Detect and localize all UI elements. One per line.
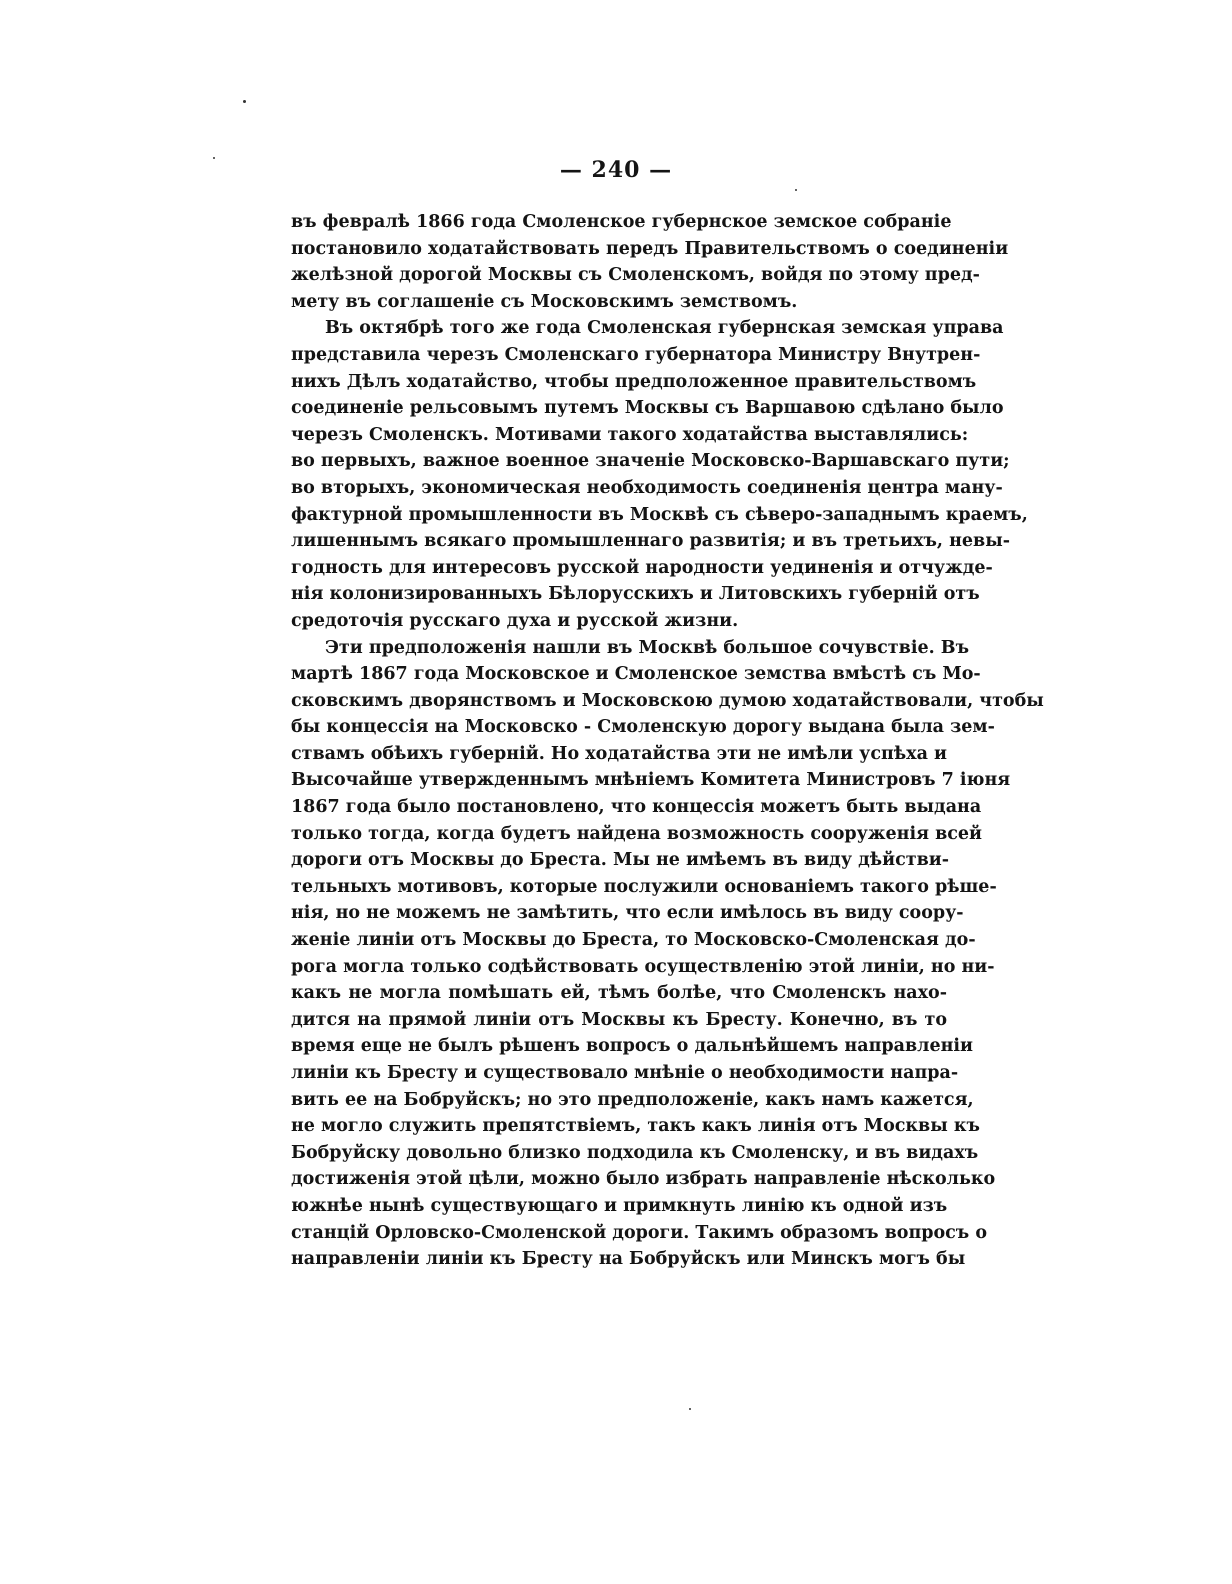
text-line: только тогда, когда будетъ найдена возможность сооруженія всей [291,823,983,844]
text-line: тельныхъ мотивовъ, которые послужили основаніемъ такого рѣше- [291,876,997,897]
text-line: достиженія этой цѣли, можно было избрать направленіе нѣсколько [291,1169,996,1190]
text-line: время еще не былъ рѣшенъ вопросъ о дальнѣйшемъ направленіи [291,1036,974,1057]
text-line: станцій Орловско-Смоленской дороги. Такимъ образомъ вопросъ о [291,1222,988,1243]
text-line: мартѣ 1867 года Московское и Смоленское земства вмѣстѣ съ Мо- [291,664,981,685]
text-line: представила черезъ Смоленскаго губернатора Министру Внутрен- [291,344,981,365]
text-line: Въ октябрѣ того же года Смоленская губернская земская управа [325,318,1004,339]
text-line: мету въ соглашеніе съ Московскимъ земствомъ. [291,291,798,312]
ink-speck [689,1408,691,1410]
text-line: средоточія русскаго духа и русской жизни. [291,610,739,631]
text-line: какъ не могла помѣшать ей, тѣмъ болѣе, что Смоленскъ нахо- [291,983,947,1004]
ink-speck [243,100,246,103]
text-line: Эти предположенія нашли въ Москвѣ большое сочувствіе. Въ [325,637,969,658]
text-line: во первыхъ, важное военное значеніе Московско-Варшавскаго пути; [291,451,1010,472]
text-line: 1867 года было постановлено, что концессія можетъ быть выдана [291,797,982,818]
text-line: годность для интересовъ русской народности уединенія и отчужде- [291,557,993,578]
text-line: желѣзной дорогой Москвы съ Смоленскомъ, войдя по этому пред- [291,265,980,286]
text-line: не могло служить препятствіемъ, такъ какъ линія отъ Москвы къ [291,1116,980,1137]
text-line: фактурной промышленности въ Москвѣ съ сѣверо-западнымъ краемъ, [291,504,1028,525]
text-line: лишеннымъ всякаго промышленнаго развитія; и въ третьихъ, невы- [291,531,1011,552]
text-line: ствамъ обѣихъ губерній. Но ходатайства эти не имѣли успѣха и [291,743,947,764]
text-line: сковскимъ дворянствомъ и Московскою думою ходатайствовали, чтобы [291,690,1044,711]
text-line: рога могла только содѣйствовать осуществленію этой линіи, но ни- [291,956,995,977]
text-line: нія колонизированныхъ Бѣлорусскихъ и Литовскихъ губерній отъ [291,584,980,605]
text-line: нія, но не можемъ не замѣтить, что если имѣлось въ виду соору- [291,903,964,924]
text-line: въ февралѣ 1866 года Смоленское губернское земское собраніе [291,212,952,232]
page-number: — 240 — [559,157,673,183]
text-line: Бобруйску довольно близко подходила къ Смоленску, и въ видахъ [291,1142,979,1163]
text-line: бы концессія на Московско - Смоленскую дорогу выдана была зем- [291,717,995,738]
text-line: дороги отъ Москвы до Бреста. Мы не имѣемъ въ виду дѣйстви- [291,850,949,871]
text-line: постановило ходатайствовать передъ Правительствомъ о соединеніи [291,238,1009,259]
body-text [291,209,1044,1273]
text-line: нихъ Дѣлъ ходатайство, чтобы предположенное правительствомъ [291,371,977,392]
text-line: дится на прямой линіи отъ Москвы къ Бресту. Конечно, въ то [291,1009,947,1030]
text-line: Высочайше утвержденнымъ мнѣніемъ Комитета Министровъ 7 іюня [291,770,1011,791]
text-line: во вторыхъ, экономическая необходимость соединенія центра ману- [291,477,1003,498]
text-line: черезъ Смоленскъ. Мотивами такого ходатайства выставлялись: [291,424,969,445]
text-line: южнѣе нынѣ существующаго и примкнуть линію къ одной изъ [291,1195,948,1216]
ink-speck [795,189,797,191]
text-line: линіи къ Бресту и существовало мнѣніе о необходимости напра- [291,1063,959,1083]
text-line: женіе линіи отъ Москвы до Бреста, то Московско-Смоленская до- [291,930,976,951]
text-line: направленіи линіи къ Бресту на Бобруйскъ или Минскъ могъ бы [291,1249,966,1270]
text-line: соединеніе рельсовымъ путемъ Москвы съ Варшавою сдѣлано было [291,398,1004,419]
text-line: вить ее на Бобруйскъ; но это предположеніе, какъ намъ кажется, [291,1089,974,1110]
